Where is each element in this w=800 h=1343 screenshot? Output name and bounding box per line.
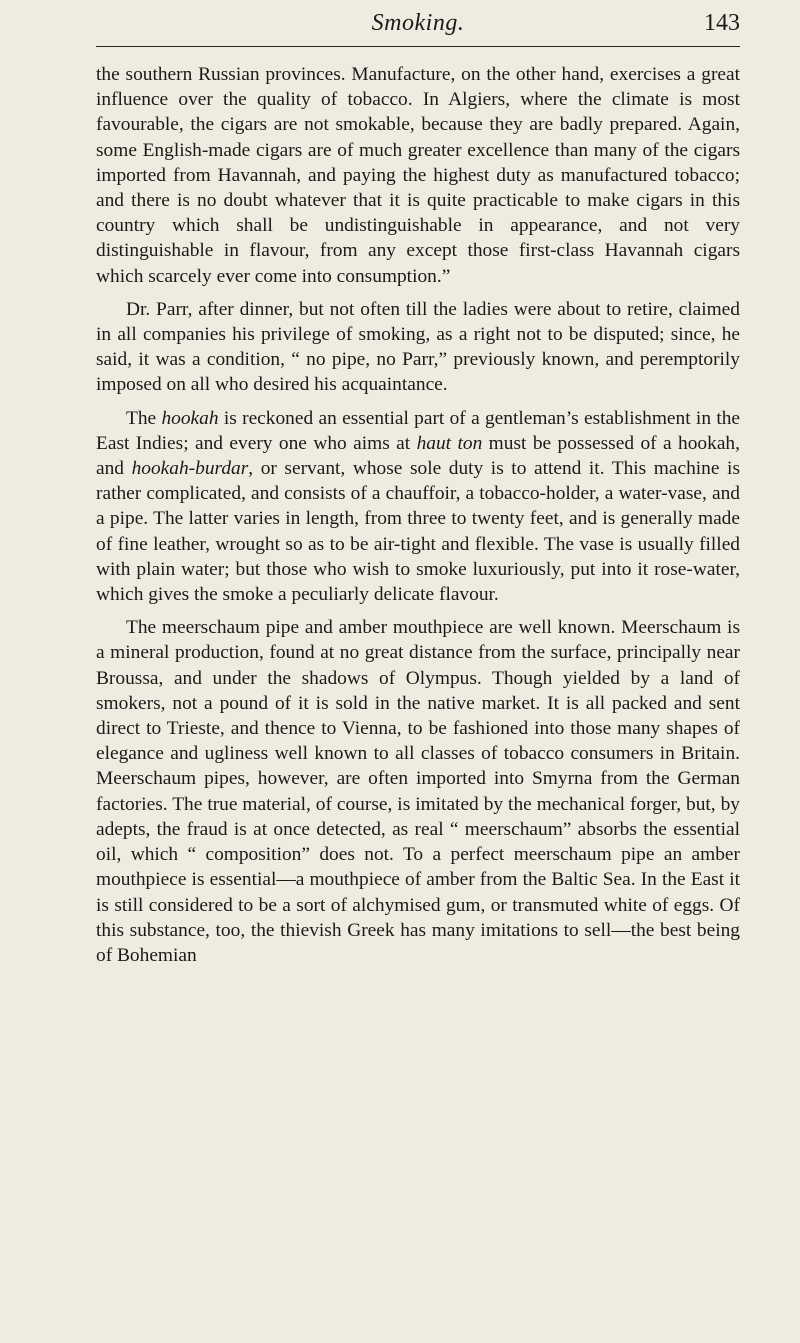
running-head xyxy=(96,10,740,40)
text-run: The meerschaum pipe and amber mouthpiece are well known. Meerschaum is a mineral production, found at no great distance from the surface, principally near Broussa, and under the shadows of Olympus. Though yielded by a land of smokers, not a pound of it is sold in the native market. It is all packed and sent direct to Trieste, and thence to Vienna, to be fashioned into those many shapes of elegance and ugliness well known to all classes of tobacco consumers in Britain. Meerschaum pipes, however, are often imported into Smyrna from the German factories. The true material, of course, is imitated by the mechanical forger, but, by adepts, the fraud is at once detected, as real “ meerschaum” absorbs the essential oil, which “ composition” does not. To a perfect meerschaum pipe an amber mouthpiece is essential—a mouthpiece of amber from the Baltic Sea. In the East it is still considered to be a sort of alchymised gum, or transmuted white of eggs. Of this substance, too, the thievish Greek has many imitations to sell—the best being of Bohemian xyxy=(96,617,740,966)
text-run: The xyxy=(126,407,162,429)
header-rule xyxy=(96,46,740,47)
paragraph xyxy=(96,297,740,398)
page-number: 143 xyxy=(704,10,740,36)
paragraph xyxy=(96,615,740,968)
text-run: Dr. Parr, after dinner, but not often till the ladies were about to retire, claimed in all companies his privilege of smoking, as a right not to be disputed; since, he said, it was a condition, “ no pipe, no Parr,” previously known, and peremptorily imposed on all who desired his acquaintance. xyxy=(96,298,740,396)
text-run: must be possessed of a hookah, and xyxy=(96,432,740,480)
paragraph xyxy=(96,406,740,608)
page-title: Smoking. xyxy=(371,10,465,36)
text-run: the southern Russian provinces. Manufacture, on the other hand, exercises a great influence over the quality of tobacco. In Algiers, where the climate is most favourable, the cigars are not smokable, because they are badly prepared. Again, some English-made cigars are of much greater excellence than many of the cigars imported from Havannah, and paying the highest duty as manufactured tobacco; and there is no doubt whatever that it is quite practicable to make cigars in this country which shall be undistinguishable in appearance, and not very distinguishable in flavour, from any except those first-class Havannah cigars which scarcely ever come into consumption.” xyxy=(96,64,740,287)
paragraph xyxy=(96,62,740,289)
body-text xyxy=(96,62,740,968)
italic-term: hookah xyxy=(161,407,219,429)
italic-term: haut ton xyxy=(416,432,483,454)
italic-term: hookah-burdar xyxy=(131,458,249,480)
text-run: is reckoned an essential part of a gentleman’s establishment in the East Indies; and every one who aims at xyxy=(96,407,741,454)
text-run: , or servant, whose sole duty is to attend it. This machine is rather complicated, and consists of a chauffoir, a tobacco-holder, a water-vase, and a pipe. The latter varies in length, from three to twenty feet, and is generally made of fine leather, wrought so as to be air-tight and flexible. The vase is usually filled with plain water; but those who wish to smoke luxuriously, put into it rose-water, which gives the smoke a peculiarly delicate flavour. xyxy=(96,458,740,606)
